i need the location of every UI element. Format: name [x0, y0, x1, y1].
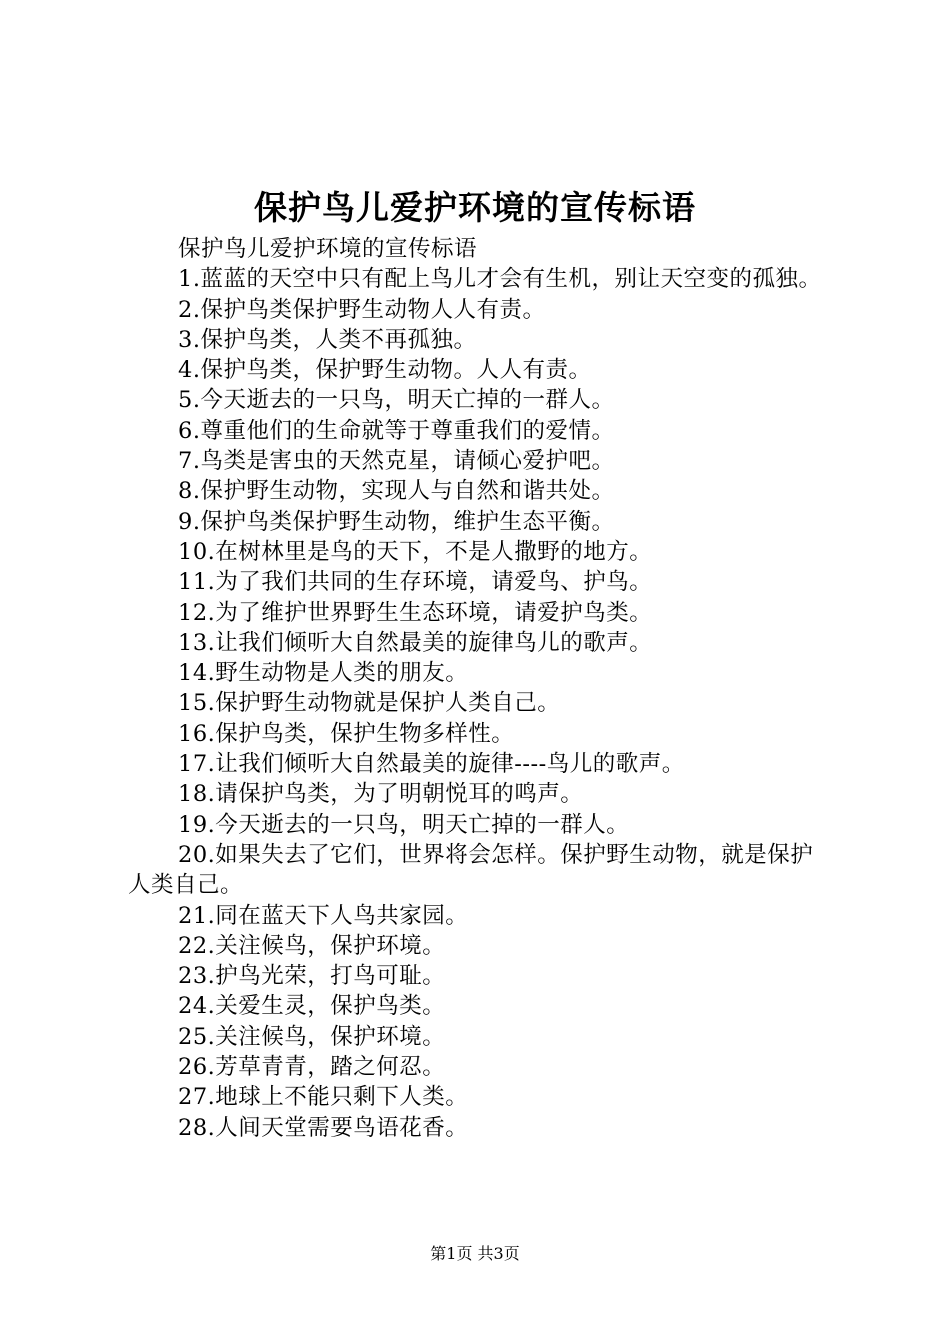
slogan-item: 27.地球上不能只剩下人类。 — [178, 1084, 469, 1111]
slogan-item: 6.尊重他们的生命就等于尊重我们的爱情。 — [178, 417, 615, 444]
slogan-item: 4.保护鸟类，保护野生动物。人人有责。 — [178, 357, 592, 384]
slogan-item: 13.让我们倾听大自然最美的旋律鸟儿的歌声。 — [178, 629, 653, 656]
document-body — [128, 234, 834, 1143]
slogan-item: 14.野生动物是人类的朋友。 — [178, 660, 469, 687]
slogan-item: 20.如果失去了它们，世界将会怎样。保护野生动物，就是保护人类自己。 — [128, 841, 814, 899]
slogan-item: 7.鸟类是害虫的天然克星，请倾心爱护吧。 — [178, 448, 615, 475]
slogan-item: 17.让我们倾听大自然最美的旋律----鸟儿的歌声。 — [178, 751, 685, 778]
slogan-item: 5.今天逝去的一只鸟，明天亡掉的一群人。 — [178, 387, 615, 414]
slogan-item: 10.在树林里是鸟的天下，不是人撒野的地方。 — [178, 538, 653, 565]
document-subtitle: 保护鸟儿爱护环境的宣传标语 — [178, 236, 478, 262]
slogan-item: 23.护鸟光荣，打鸟可耻。 — [178, 963, 446, 990]
slogan-item: 16.保护鸟类，保护生物多样性。 — [178, 720, 515, 747]
slogan-item: 1.蓝蓝的天空中只有配上鸟儿才会有生机，别让天空变的孤独。 — [178, 266, 822, 293]
slogan-item: 28.人间天堂需要鸟语花香。 — [178, 1114, 469, 1141]
slogan-item: 18.请保护鸟类，为了明朝悦耳的鸣声。 — [178, 781, 584, 808]
slogan-item: 25.关注候鸟，保护环境。 — [178, 1023, 446, 1050]
slogan-item: 19.今天逝去的一只鸟，明天亡掉的一群人。 — [178, 811, 630, 838]
page-footer: 第1页 共3页 — [430, 1244, 520, 1263]
slogan-item: 26.芳草青青，踏之何忍。 — [178, 1054, 446, 1081]
slogan-item: 12.为了维护世界野生生态环境，请爱护鸟类。 — [178, 599, 653, 626]
slogan-item: 11.为了我们共同的生存环境，请爱鸟、护鸟。 — [178, 569, 653, 596]
slogan-item: 8.保护野生动物，实现人与自然和谐共处。 — [178, 478, 615, 505]
slogan-item: 3.保护鸟类，人类不再孤独。 — [178, 326, 477, 353]
slogan-item: 9.保护鸟类保护野生动物，维护生态平衡。 — [178, 508, 615, 535]
slogan-item: 24.关爱生灵，保护鸟类。 — [178, 993, 446, 1020]
slogan-item: 2.保护鸟类保护野生动物人人有责。 — [178, 296, 546, 323]
document-title: 保护鸟儿爱护环境的宣传标语 — [254, 188, 696, 227]
slogan-item: 21.同在蓝天下人鸟共家园。 — [178, 902, 469, 929]
slogan-item: 22.关注候鸟，保护环境。 — [178, 932, 446, 959]
slogan-item: 15.保护野生动物就是保护人类自己。 — [178, 690, 561, 717]
